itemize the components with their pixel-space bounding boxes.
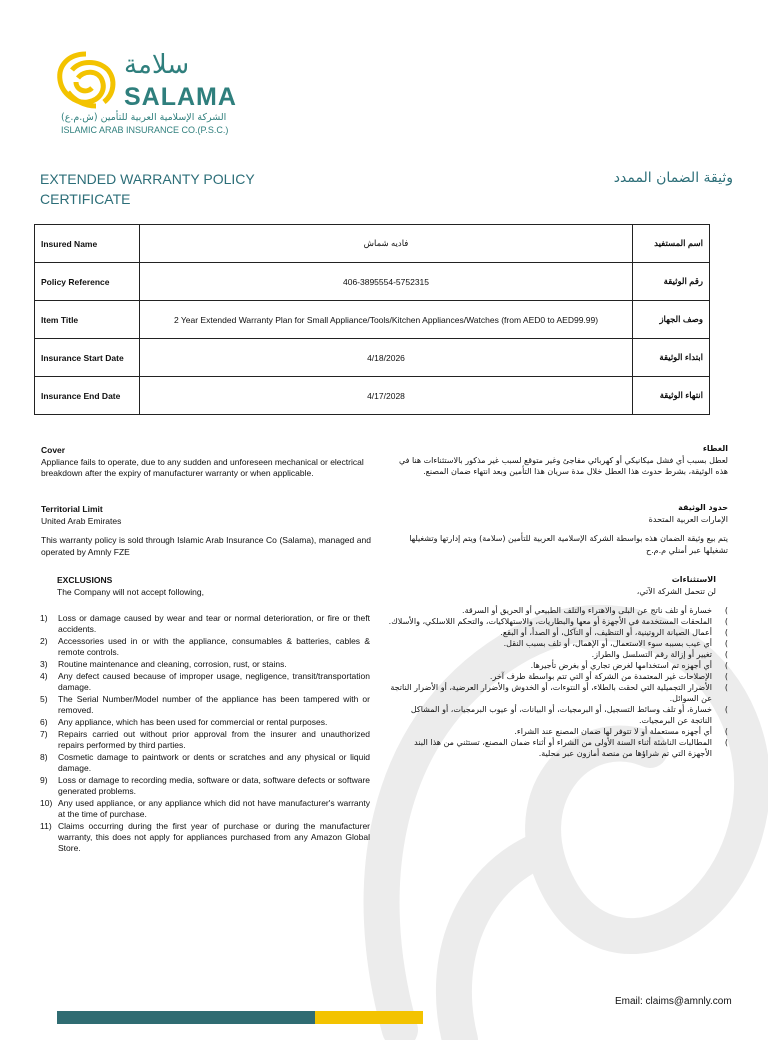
list-item: [388, 660, 728, 671]
table-row: [35, 339, 710, 377]
item-number: ): [724, 705, 728, 714]
item-text: Any used appliance, or any appliance which did not have manufacturer's warranty at the time of purchase.: [58, 798, 370, 819]
item-text: أي أجهزه تم استخدامها لغرض تجاري أو بغرض تأجيرها.: [530, 661, 712, 670]
territorial-value-ar: الإمارات العربية المتحدة: [648, 514, 728, 524]
item-number: 3): [40, 659, 48, 669]
brand-name-ar: سلامة: [124, 50, 190, 80]
exclusions-heading-ar: الاستثناءات: [671, 575, 716, 584]
row-value: 2 Year Extended Warranty Plan for Small Appliance/Tools/Kitchen Appliances/Watches (from AED0 to AED99.99): [140, 301, 633, 339]
list-item: [388, 616, 728, 627]
exclusions-header-ar: [416, 574, 716, 597]
row-label: Insurance End Date: [35, 377, 140, 415]
list-item: [40, 729, 370, 751]
territorial-value: United Arab Emirates: [41, 515, 122, 526]
row-label: Insurance Start Date: [35, 339, 140, 377]
item-number: ): [724, 672, 728, 681]
list-item: [388, 671, 728, 682]
row-label: Item Title: [35, 301, 140, 339]
territorial-section-ar: [398, 502, 728, 556]
item-text: خسارة، أو تلف وسائط التسجيل، أو البرمجيات، أو البيانات، أو عيوب البرمجيات، أو المشاكل الناتجة عن البرمجيات.: [410, 705, 712, 725]
list-item: [40, 636, 370, 658]
item-number: ): [724, 661, 728, 670]
row-value: 4/17/2028: [140, 377, 633, 415]
row-label-ar: ابتداء الوثيقة: [633, 339, 710, 377]
item-text: خسارة أو تلف ناتج عن البلى والاهتراء والتلف الطبيعي أو الحريق أو السرقة.: [462, 606, 712, 615]
exclusions-intro-ar: لن تتحمل الشركة الآتي،: [636, 586, 716, 596]
item-number: 8): [40, 752, 48, 762]
item-text: أعمال الصيانة الروتينية، أو التنظيف، أو التآكل، أو الصدأ، أو البقع.: [500, 628, 712, 637]
footer-bar-yellow: [315, 1011, 423, 1024]
item-text: المطالبات الناشئة أثناء السنة الأولى من الشراء أو أثناء ضمان المصنع، تستثني من هذا البند الأجهزة التي تم شراؤها من منصة أمازون عبر محلية.: [414, 738, 712, 758]
item-text: أي عيب بسببه سوء الاستعمال، أو الإهمال، أو تلف بسبب النقل.: [503, 639, 712, 648]
list-item: [40, 752, 370, 774]
row-label: Insured Name: [35, 225, 140, 263]
list-item: [40, 821, 370, 854]
territorial-note: This warranty policy is sold through Islamic Arab Insurance Co (Salama), managed and operated by Amnly FZE: [41, 535, 371, 557]
item-text: Accessories used in or with the appliance, consumables & batteries, cables & remote controls.: [58, 636, 370, 657]
row-value: 4/18/2026: [140, 339, 633, 377]
item-text: Routine maintenance and cleaning, corrosion, rust, or stains.: [58, 659, 287, 669]
item-number: 7): [40, 729, 48, 739]
exclusions-heading: EXCLUSIONS: [57, 575, 113, 585]
item-number: ): [724, 639, 728, 648]
table-row: [35, 377, 710, 415]
item-number: 6): [40, 717, 48, 727]
list-item: [40, 775, 370, 797]
cover-text: Appliance fails to operate, due to any sudden and unforeseen mechanical or electrical breakdown after the expiry of manufacturer warranty or when applicable.: [41, 456, 364, 478]
item-text: Claims occurring during the first year of purchase or during the manufacturer warranty, this does not apply for appliances purchased from any Amazon Global Store.: [58, 821, 370, 853]
list-item: [40, 694, 370, 716]
item-number: ): [724, 727, 728, 736]
item-text: أي أجهزه مستعملة أو لا تتوفر لها ضمان المصنع عند الشراء.: [514, 727, 712, 736]
item-text: Repairs carried out without prior approval from the insurer and unauthorized repairs performed by third parties.: [58, 729, 370, 750]
table-row: [35, 301, 710, 339]
footer-bar-teal: [57, 1011, 315, 1024]
item-text: Cosmetic damage to paintwork or dents or scratches and any physical or liquid damage.: [58, 752, 370, 773]
item-number: 11): [40, 821, 52, 831]
list-item: [388, 649, 728, 660]
item-number: 1): [40, 613, 48, 623]
list-item: [40, 717, 370, 728]
table-row: [35, 225, 710, 263]
territorial-section: [41, 504, 371, 558]
item-number: 10): [40, 798, 53, 808]
cover-section: [41, 445, 371, 480]
list-item: [40, 798, 370, 820]
row-value: 406-3895554-5752315: [140, 263, 633, 301]
item-number: ): [724, 738, 728, 747]
item-text: تغيير أو إزالة رقم التسلسل والطراز.: [591, 650, 712, 659]
page-title-en: EXTENDED WARRANTY POLICY CERTIFICATE: [40, 171, 255, 207]
list-item: [40, 671, 370, 693]
list-item: [388, 638, 728, 649]
item-text: الإصلاحات غير المعتمدة من الشركة أو التي تتم بواسطة طرف آخر.: [489, 672, 712, 681]
brand-name: SALAMA: [124, 83, 237, 111]
item-text: The Serial Number/Model number of the appliance has been tampered with or removed.: [58, 694, 370, 715]
list-item: [388, 737, 728, 759]
company-name-ar: الشركة الإسلامية العربية للتأمين (ش.م.ع): [61, 112, 227, 123]
exclusions-header: [57, 575, 357, 598]
row-label-ar: اسم المستفيد: [633, 225, 710, 263]
page-title-ar: وثيقة الضمان الممدد: [613, 170, 733, 186]
row-label: Policy Reference: [35, 263, 140, 301]
item-number: 5): [40, 694, 48, 704]
row-value: فاديه شماش: [140, 225, 633, 263]
list-item: [40, 659, 370, 670]
item-text: الملحقات المستخدمة في الأجهزة أو معها والبطاريات، والاستهلاكيات، والتحكم اللاسلكي، والأسلاك.: [388, 617, 712, 626]
item-number: ): [724, 606, 728, 615]
list-item: [388, 627, 728, 638]
item-number: ): [724, 628, 728, 637]
list-item: [388, 704, 728, 726]
item-text: Any appliance, which has been used for commercial or rental purposes.: [58, 717, 328, 727]
cover-heading-ar: الغطاء: [702, 444, 728, 453]
item-number: ): [724, 617, 728, 626]
item-number: ): [724, 650, 728, 659]
exclusions-intro: The Company will not accept following,: [57, 586, 204, 597]
territorial-heading: Territorial Limit: [41, 504, 103, 514]
salama-emblem-icon: [54, 50, 118, 110]
policy-info-table: [34, 224, 710, 415]
exclusions-list-ar: [388, 605, 728, 759]
row-label-ar: رقم الوثيقة: [633, 263, 710, 301]
row-label-ar: انتهاء الوثيقة: [633, 377, 710, 415]
list-item: [40, 613, 370, 635]
salama-logo: [54, 50, 264, 140]
item-text: Any defect caused because of improper usage, negligence, transit/transportation damage.: [58, 671, 370, 692]
item-number: 2): [40, 636, 48, 646]
territorial-note-ar: يتم بيع وثيقة الضمان هذه بواسطة الشركة الإسلامية العربية للتأمين (سلامة) ويتم إدارتها وتشغيلها تشغيلها عبر أمنلي م.م.ح: [409, 534, 728, 555]
company-name-en: ISLAMIC ARAB INSURANCE CO.(P.S.C.): [61, 125, 229, 135]
item-text: Loss or damage caused by wear and tear or normal deterioration, or fire or theft accidents.: [58, 613, 370, 634]
row-label-ar: وصف الجهاز: [633, 301, 710, 339]
claims-email-link[interactable]: Email: claims@amnly.com: [615, 996, 732, 1007]
table-row: [35, 263, 710, 301]
exclusions-list: [40, 613, 370, 855]
item-number: ): [724, 683, 728, 692]
cover-text-ar: لعطل بسبب أي فشل ميكانيكي أو كهربائي مفاجئ وغير متوقع لسبب غير مذكور بالاستثناءات هنا في هذه الوثيقة، بشرط حدوث هذا العطل خلال مدة سريان هذا التأمين وبعد انتهاء ضمان المصنع.: [398, 455, 728, 476]
item-number: 9): [40, 775, 48, 785]
cover-section-ar: [398, 443, 728, 478]
item-text: الأضرار التجميلية التي لحقت بالطلاء، أو النتوءات، أو الخدوش والأضرار العرضية، أو الأضرار الناتجة عن السوائل.: [390, 683, 712, 703]
item-text: Loss or damage to recording media, software or data, software defects or software generated problems.: [58, 775, 370, 796]
list-item: [388, 605, 728, 616]
list-item: [388, 682, 728, 704]
list-item: [388, 726, 728, 737]
item-number: 4): [40, 671, 48, 681]
territorial-heading-ar: حدود الوثيقة: [678, 503, 728, 512]
cover-heading: Cover: [41, 445, 66, 455]
